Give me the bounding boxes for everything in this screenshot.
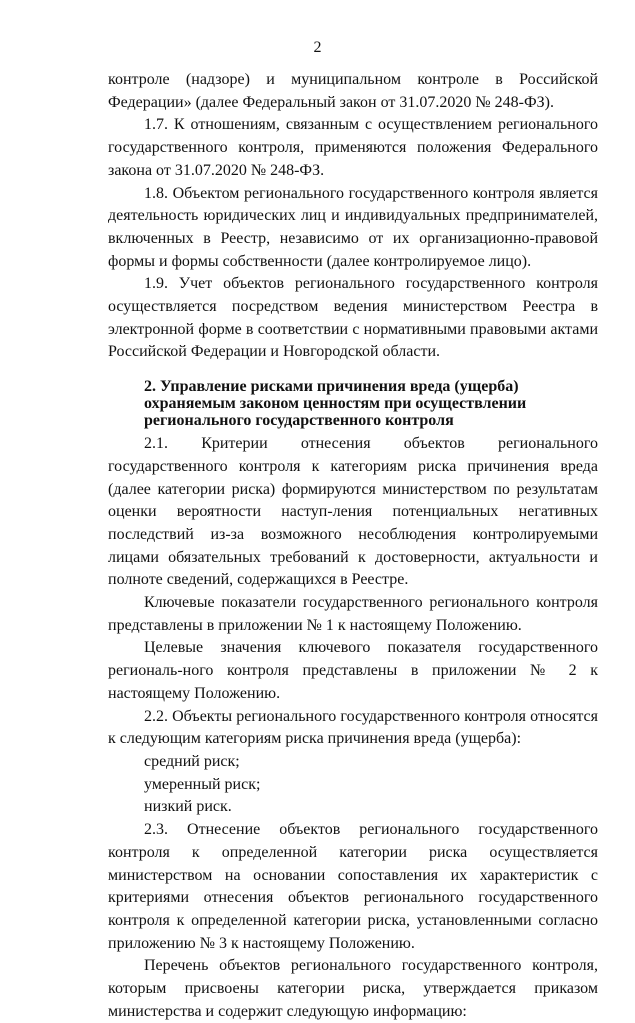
paragraph-continuation: контроле (надзоре) и муниципальном контроле в Российской Федерации» (далее Федеральный закон от 31.07.2020 № 248-ФЗ). [108,71,598,111]
paragraph-list-intro: Перечень объектов регионального государственного контроля, которым присвоены категории риска, утверждается приказом министерства и содержит следующую информацию: [108,957,598,1020]
risk-level-item: низкий риск. [144,798,232,816]
section-2-heading: 2. Управление рисками причинения вреда (ущерба) охраняемым законом ценностям при осуществлении регионального государственного контроля [144,378,527,430]
paragraph-1-7: 1.7. К отношениям, связанным с осуществлением регионального государственного контроля, применяются положения Федерального закона от 31.07.2020 № 248-ФЗ. [108,116,598,179]
risk-level-item: средний риск; [144,752,240,770]
paragraph-2-1: 2.1. Критерии отнесения объектов регионального государственного контроля к категориям риска причинения вреда (далее категории риска) формируются министерством по результатам оценки вероятности наступ-ления потенциальных негативных последствий из-за возможного несоблюдения контролируемыми лицами обязательных требований к достоверности, актуальности и полноте сведений, содержащихся в Реестре. [108,435,598,589]
paragraph-target-values: Целевые значения ключевого показателя государственного региональ-ного контроля представлены в приложении № 2 к настоящему Положению. [108,639,598,702]
paragraph-1-8: 1.8. Объектом регионального государственного контроля является деятельность юридических лиц и индивидуальных предпринимателей, включенных в Реестр, независимо от их организационно-правовой формы и формы собственности (далее контролируемое лицо). [108,184,598,270]
document-body [108,69,598,1023]
paragraph-2-3: 2.3. Отнесение объектов регионального государственного контроля к определенной категории риска осуществляется министерством на основании сопоставления их характеристик с критериями отнесения объектов регионального государственного контроля к определенной категории риска, установленными согласно приложению № 3 к настоящему Положению. [108,821,598,952]
paragraph-2-2: 2.2. Объекты регионального государственного контроля относятся к следующим категориям риска причинения вреда (ущерба): [108,707,598,748]
paragraph-1-9: 1.9. Учет объектов регионального государственного контроля осуществляется посредством ведения министерством Реестра в электронной форме в соответствии с нормативными правовыми актами Российской Федерации и Новгородской области. [108,275,598,361]
page-number: 2 [313,39,322,56]
risk-level-item: умеренный риск; [144,775,261,793]
paragraph-key-indicators: Ключевые показатели государственного регионального контроля представлены в приложении № 1 к настоящему Положению. [108,594,598,634]
